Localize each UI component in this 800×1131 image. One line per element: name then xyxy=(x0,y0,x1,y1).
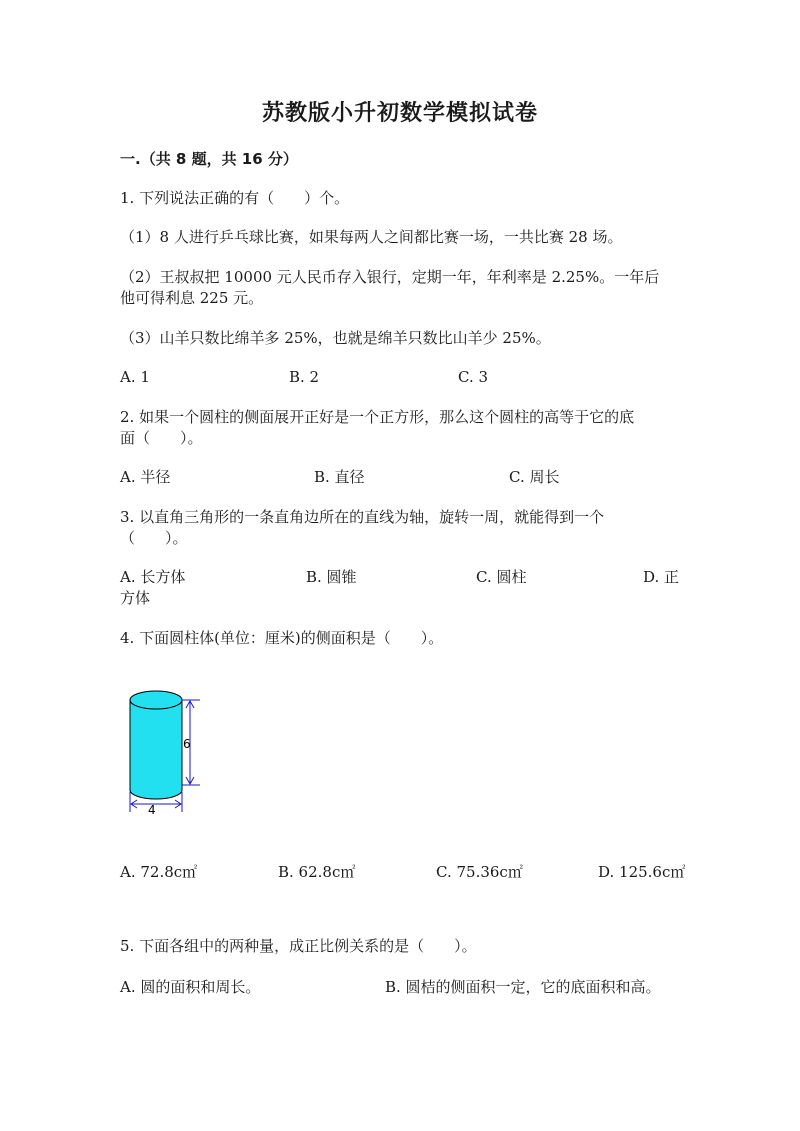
section-heading: 一.（共 8 题，共 16 分） xyxy=(120,150,298,168)
q4-option-a[interactable]: A. 72.8c㎡ xyxy=(120,863,198,881)
q1-option-c[interactable]: C. 3 xyxy=(458,368,489,386)
cylinder-figure xyxy=(120,680,210,820)
height-label: 6 xyxy=(183,737,191,751)
q4-option-c[interactable]: C. 75.36c㎡ xyxy=(436,863,523,881)
q2-option-a[interactable]: A. 半径 xyxy=(120,468,171,486)
q3-stem-line1: 3. 以直角三角形的一条直角边所在的直线为轴，旋转一周，就能得到一个 xyxy=(120,508,605,526)
q2-stem-line1: 2. 如果一个圆柱的侧面展开正好是一个正方形，那么这个圆柱的高等于它的底 xyxy=(120,408,635,426)
cylinder-body xyxy=(130,700,182,799)
diameter-label: 4 xyxy=(148,803,156,817)
q1-statement-3: （3）山羊只数比绵羊多 25%，也就是绵羊只数比山羊少 25%。 xyxy=(120,329,551,347)
q4-option-b[interactable]: B. 62.8c㎡ xyxy=(278,863,356,881)
page-title: 苏教版小升初数学模拟试卷 xyxy=(261,101,538,126)
q4-option-d[interactable]: D. 125.6c㎡ xyxy=(598,863,686,881)
cylinder-top xyxy=(130,691,182,709)
q2-option-c[interactable]: C. 周长 xyxy=(509,468,560,486)
q5-option-b[interactable]: B. 圆桔的侧面积一定，它的底面积和高。 xyxy=(385,978,661,996)
q3-option-d-wrap: 方体 xyxy=(120,589,151,607)
q3-option-a[interactable]: A. 长方体 xyxy=(120,568,186,586)
q1-stem: 1. 下列说法正确的有（ ）个。 xyxy=(120,189,350,207)
q3-option-d[interactable]: D. 正 xyxy=(643,568,680,586)
q3-option-b[interactable]: B. 圆锥 xyxy=(306,568,357,586)
q1-option-a[interactable]: A. 1 xyxy=(120,368,150,386)
q1-statement-2-line1: （2）王叔叔把 10000 元人民币存入银行，定期一年，年利率是 2.25%。一年后 xyxy=(120,268,660,286)
q2-option-b[interactable]: B. 直径 xyxy=(314,468,365,486)
q1-option-b[interactable]: B. 2 xyxy=(289,368,320,386)
q3-option-c[interactable]: C. 圆柱 xyxy=(476,568,527,586)
q4-stem: 4. 下面圆柱体(单位：厘米)的侧面积是（ ）。 xyxy=(120,629,444,647)
q1-statement-2-line2: 他可得利息 225 元。 xyxy=(120,289,264,307)
q5-stem: 5. 下面各组中的两种量，成正比例关系的是（ ）。 xyxy=(120,937,477,955)
q3-stem-line2: （ ）。 xyxy=(120,529,188,547)
q5-option-a[interactable]: A. 圆的面积和周长。 xyxy=(120,978,261,996)
q2-stem-line2: 面（ ）。 xyxy=(120,429,203,447)
q1-statement-1: （1）8 人进行乒乓球比赛，如果每两人之间都比赛一场，一共比赛 28 场。 xyxy=(120,228,623,246)
